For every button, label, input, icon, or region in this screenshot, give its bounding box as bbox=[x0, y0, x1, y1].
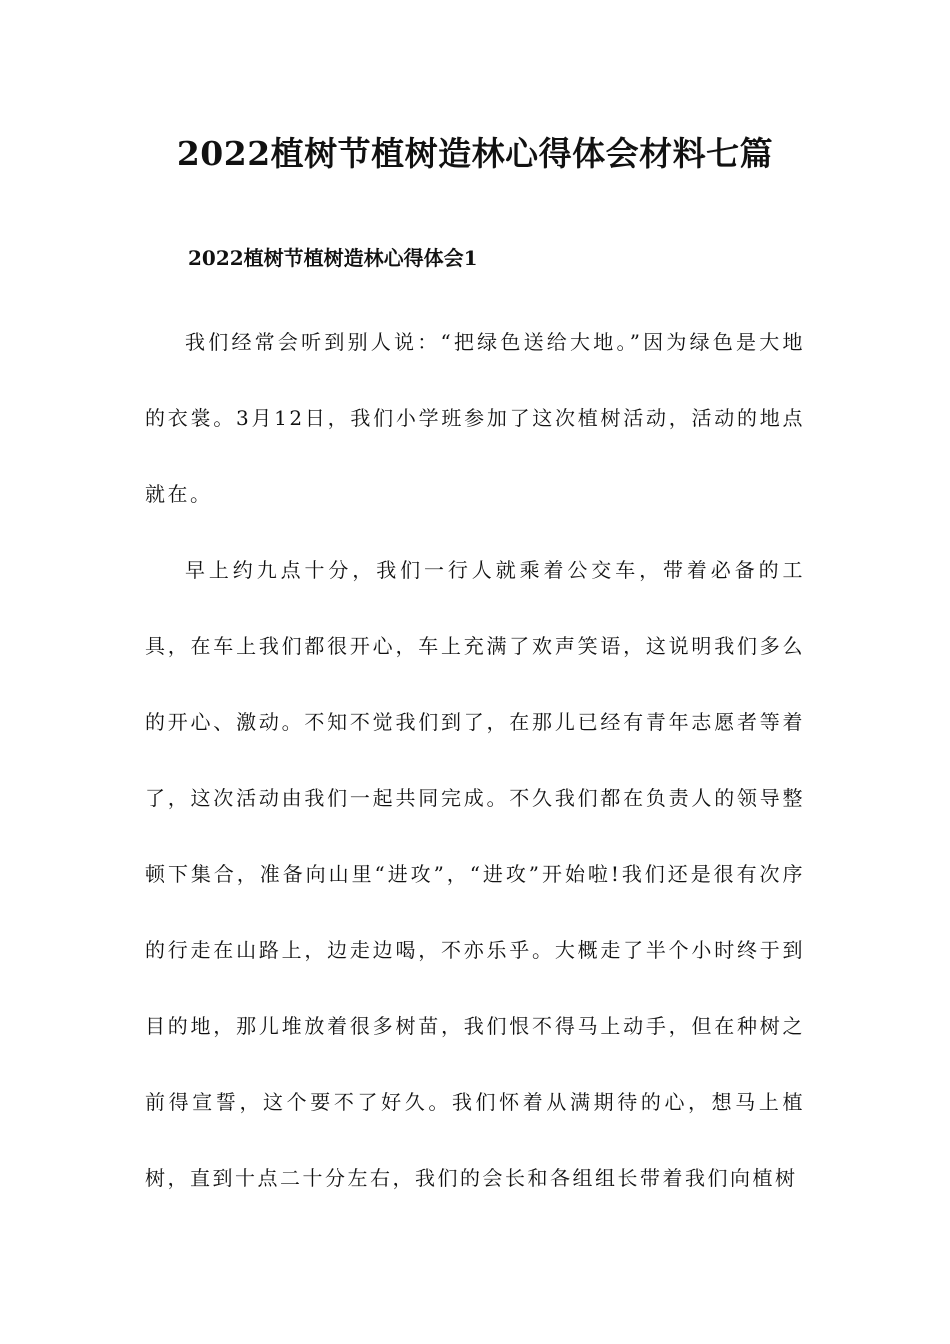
document-body bbox=[145, 304, 805, 1216]
paragraph-2: 早上约九点十分，我们一行人就乘着公交车，带着必备的工具，在车上我们都很开心，车上充满了欢声笑语，这说明我们多么的开心、激动。不知不觉我们到了，在那儿已经有青年志愿者等着了，这次活动由我们一起共同完成。不久我们都在负责人的领导整顿下集合，准备向山里“进攻”，“进攻”开始啦!我们还是很有次序的行走在山路上，边走边喝，不亦乐乎。大概走了半个小时终于到目的地，那儿堆放着很多树苗，我们恨不得马上动手，但在种树之前得宣誓，这个要不了好久。我们怀着从满期待的心，想马上植树，直到十点二十分左右，我们的会长和各组组长带着我们向植树 bbox=[145, 558, 805, 1190]
document-title: 2022植树节植树造林心得体会材料七篇 bbox=[176, 134, 774, 173]
section-heading: 2022植树节植树造林心得体会1 bbox=[188, 246, 478, 270]
paragraph-1: 我们经常会听到别人说：“把绿色送给大地。”因为绿色是大地的衣裳。3月12日，我们小学班参加了这次植树活动，活动的地点就在。 bbox=[145, 330, 805, 506]
